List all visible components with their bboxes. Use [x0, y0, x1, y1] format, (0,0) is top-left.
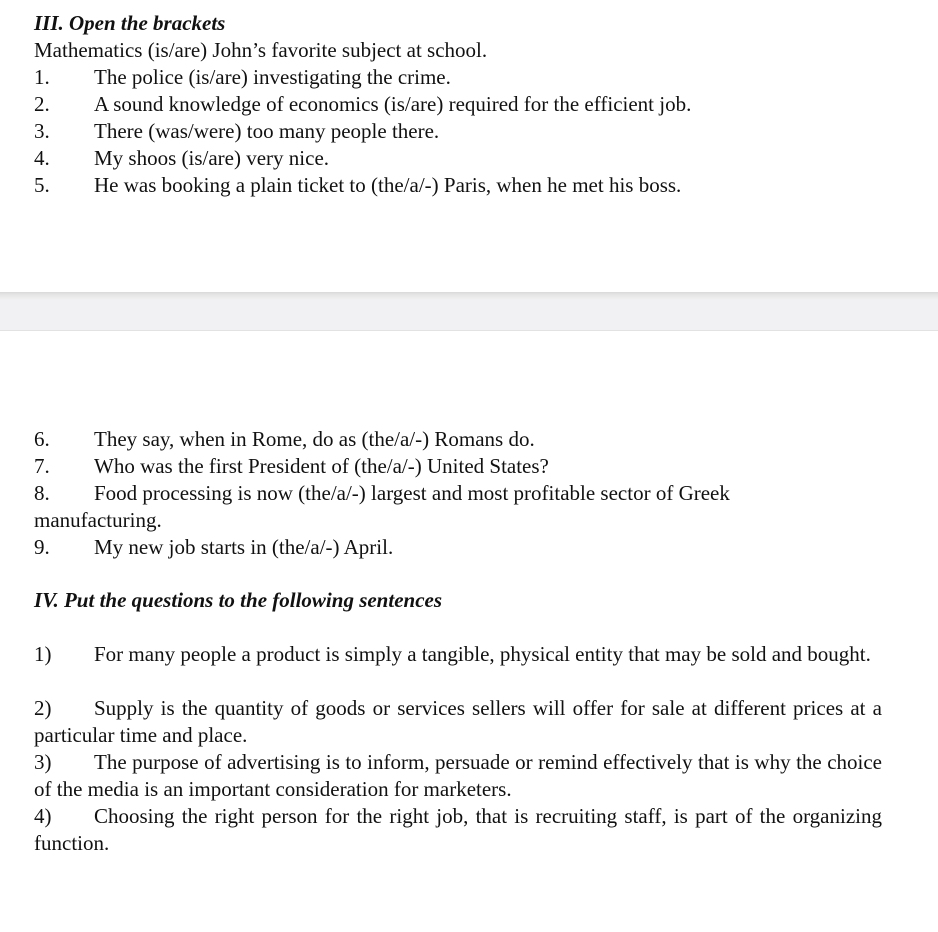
- question-sentence: [34, 749, 882, 803]
- exercise-item-wrapped: [34, 480, 814, 534]
- sentence-text: For many people a product is simply a tangible, physical entity that may be sold and bought.: [94, 642, 871, 666]
- item-number: 8.: [34, 481, 50, 505]
- section-heading-open-brackets: III. Open the brackets: [34, 11, 226, 35]
- section-heading-questions: IV. Put the questions to the following sentences: [34, 588, 443, 612]
- item-number: 4): [34, 804, 52, 828]
- item-number: 2): [34, 696, 52, 720]
- question-sentence: [34, 803, 882, 857]
- item-number: 6.: [34, 427, 50, 451]
- exercise-item: A sound knowledge of economics (is/are) required for the efficient job.: [94, 92, 692, 116]
- exercise-item: My shoos (is/are) very nice.: [94, 146, 330, 170]
- question-sentence: [34, 695, 882, 749]
- document-page-2: [0, 331, 938, 932]
- exercise-item: Who was the first President of (the/a/-) United States?: [94, 454, 549, 478]
- exercise-item: Food processing is now (the/a/-) largest and most profitable sector of Greek manufacturing.: [34, 481, 730, 532]
- exercise-item: My new job starts in (the/a/-) April.: [94, 535, 394, 559]
- example-sentence: Mathematics (is/are) John’s favorite subject at school.: [34, 38, 488, 62]
- item-number: 9.: [34, 535, 50, 559]
- sentence-text: Supply is the quantity of goods or services sellers will offer for sale at different prices at a particular time and place.: [34, 696, 882, 747]
- sentence-text: The purpose of advertising is to inform, persuade or remind effectively that is why the choice of the media is an important consideration for marketers.: [34, 750, 882, 801]
- question-sentence: [34, 641, 882, 668]
- exercise-item: He was booking a plain ticket to (the/a/-) Paris, when he met his boss.: [94, 173, 682, 197]
- exercise-item: The police (is/are) investigating the crime.: [94, 65, 451, 89]
- document-page-1: [0, 0, 938, 292]
- page-break-gap: [0, 292, 938, 331]
- item-number: 3): [34, 750, 52, 774]
- item-number: 1): [34, 642, 52, 666]
- item-number: 4.: [34, 146, 50, 170]
- sentence-text: Choosing the right person for the right job, that is recruiting staff, is part of the organizing function.: [34, 804, 882, 855]
- item-number: 2.: [34, 92, 50, 116]
- item-number: 5.: [34, 173, 50, 197]
- item-number: 3.: [34, 119, 50, 143]
- item-number: 7.: [34, 454, 50, 478]
- exercise-item: They say, when in Rome, do as (the/a/-) Romans do.: [94, 427, 535, 451]
- exercise-item: There (was/were) too many people there.: [94, 119, 440, 143]
- item-number: 1.: [34, 65, 50, 89]
